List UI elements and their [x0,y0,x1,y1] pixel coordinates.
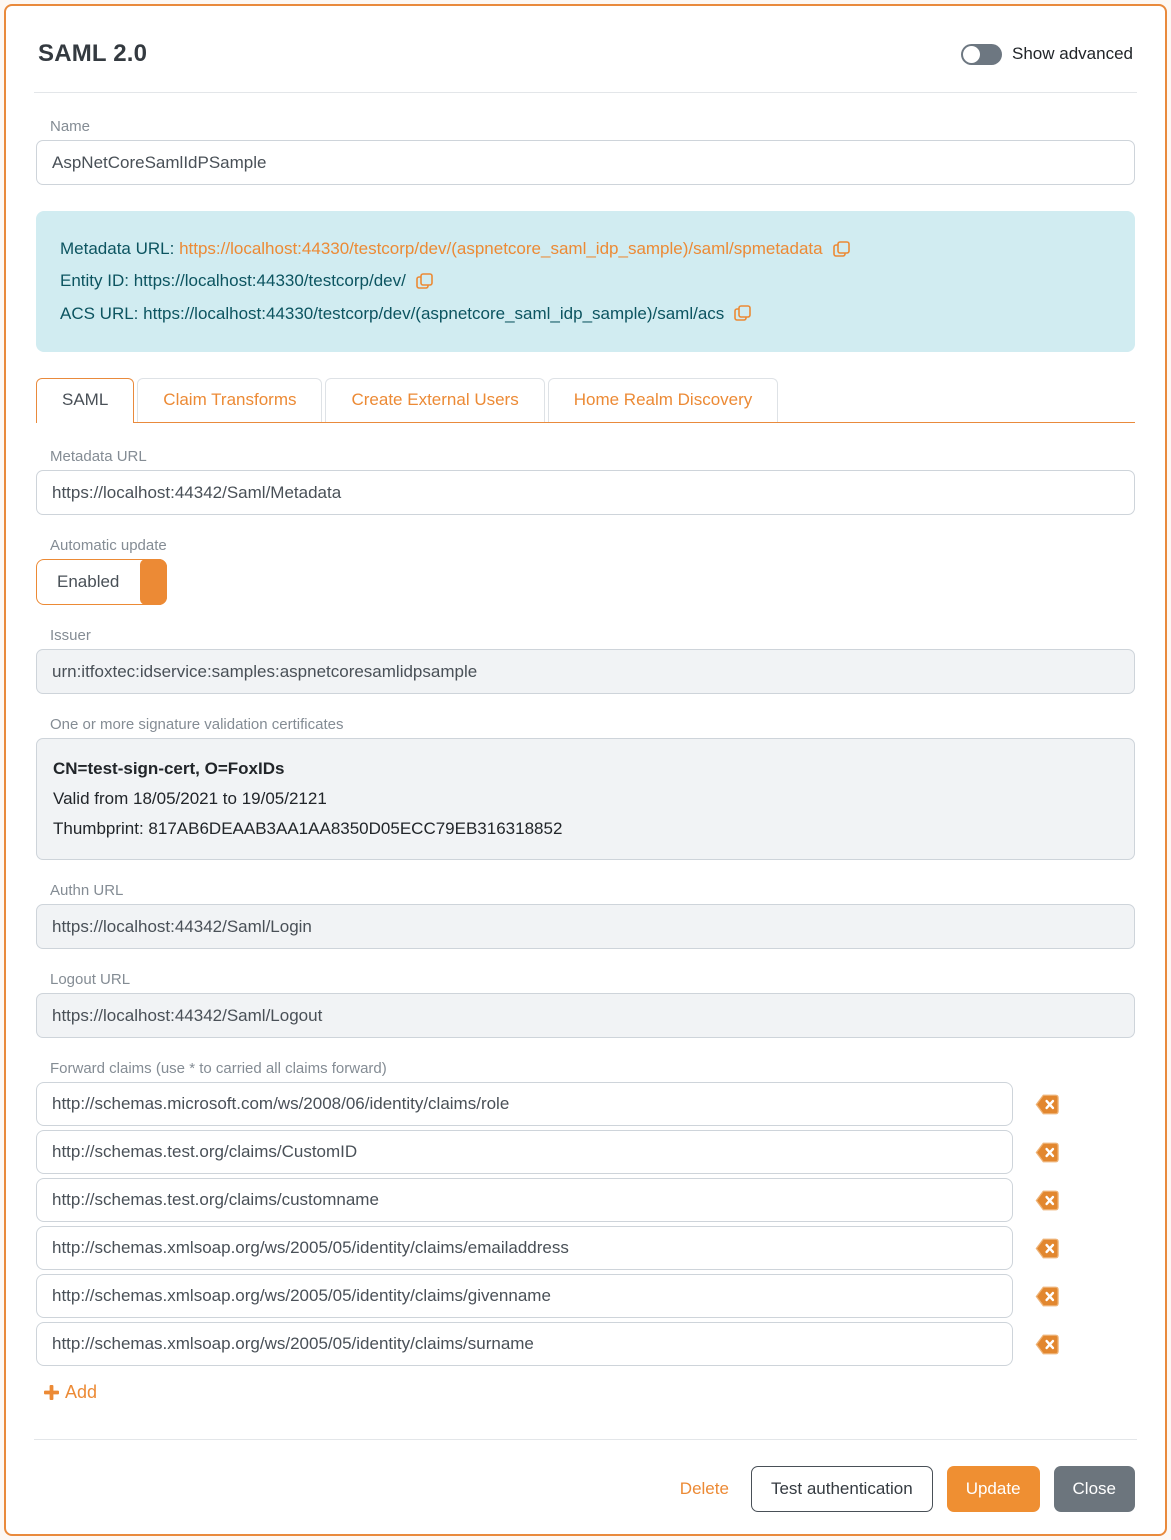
delete-claim-icon[interactable] [1035,1286,1059,1307]
metadata-url-row [60,236,1111,262]
tab-bar [36,378,1135,423]
delete-claim-icon[interactable] [1035,1238,1059,1259]
logout-url-group [36,971,1135,1038]
automatic-update-toggle[interactable] [36,559,167,605]
forward-claims-label: Forward claims (use * to carried all claims forward) [50,1060,387,1078]
metadata-url-group [36,448,1135,515]
entity-id-label: Entity ID: [60,271,134,291]
claim-input[interactable] [36,1178,1013,1222]
test-authentication-button[interactable]: Test authentication [751,1466,933,1512]
certificates-group [36,716,1135,860]
footer-actions [36,1466,1135,1512]
issuer-input[interactable] [36,649,1135,694]
show-advanced-control [961,44,1133,65]
show-advanced-toggle[interactable] [961,44,1002,65]
acs-url-label: ACS URL: [60,303,144,323]
certificate-subject: CN=test-sign-cert, O=FoxIDs [53,759,285,779]
automatic-update-group [36,537,1135,605]
automatic-update-label: Automatic update [50,537,167,555]
acs-url-row [60,301,1111,327]
claim-row [36,1082,1135,1126]
logout-url-label: Logout URL [50,971,131,989]
certificate-card [36,738,1135,860]
tab-home-realm-discovery[interactable]: Home Realm Discovery [548,378,779,422]
claim-input[interactable] [36,1322,1013,1366]
claim-input[interactable] [36,1082,1013,1126]
delete-claim-icon[interactable] [1035,1190,1059,1211]
add-claim-link[interactable] [44,1382,97,1403]
issuer-group [36,627,1135,694]
name-group [36,118,1135,185]
certificate-thumbprint: Thumbprint: 817AB6DEAAB3AA1AA8350D05ECC79EB316318852 [53,819,563,839]
acs-url-value: https://localhost:44330/testcorp/dev/(aspnetcore_saml_idp_sample)/saml/acs [143,303,725,323]
delete-claim-icon[interactable] [1035,1142,1059,1163]
show-advanced-label: Show advanced [1012,44,1133,63]
panel-header [36,40,1135,68]
entity-id-row [60,268,1111,294]
metadata-url-label: Metadata URL: [60,239,180,258]
plus-icon [44,1385,59,1400]
certificate-validity: Valid from 18/05/2021 to 19/05/2121 [53,789,327,809]
copy-icon[interactable] [831,239,852,260]
logout-url-input[interactable] [36,993,1135,1038]
claim-row [36,1322,1135,1366]
saml-settings-panel [4,4,1167,1536]
delete-claim-icon[interactable] [1035,1094,1059,1115]
automatic-update-state: Enabled [57,572,120,592]
header-divider [34,92,1137,93]
authn-url-group [36,882,1135,949]
authn-url-input[interactable] [36,904,1135,949]
metadata-url-link[interactable]: https://localhost:44330/testcorp/dev/(aspnetcore_saml_idp_sample)/saml/spmetadata [179,239,823,258]
claim-row [36,1274,1135,1318]
claim-row [36,1178,1135,1222]
claim-input[interactable] [36,1226,1013,1270]
copy-icon[interactable] [414,271,435,292]
claim-row [36,1130,1135,1174]
update-button[interactable]: Update [947,1466,1040,1512]
footer-divider [34,1439,1137,1440]
certificates-label: One or more signature validation certificates [50,716,344,734]
tab-claim-transforms[interactable]: Claim Transforms [137,378,322,422]
claim-input[interactable] [36,1274,1013,1318]
name-input[interactable] [36,140,1135,185]
entity-id-value: https://localhost:44330/testcorp/dev/ [133,271,406,291]
delete-claim-icon[interactable] [1035,1334,1059,1355]
add-claim-label: Add [65,1382,98,1403]
endpoints-info-box [36,211,1135,352]
metadata-url-input[interactable] [36,470,1135,515]
forward-claims-group [36,1060,1135,1405]
issuer-label: Issuer [50,627,91,645]
metadata-url-field-label: Metadata URL [50,448,147,466]
authn-url-label: Authn URL [50,882,124,900]
name-label: Name [50,118,91,135]
tab-saml[interactable]: SAML [36,378,134,423]
claim-input[interactable] [36,1130,1013,1174]
claim-row [36,1226,1135,1270]
toggle-knob [963,46,980,63]
delete-button[interactable]: Delete [672,1466,737,1512]
toggle-knob [140,559,167,605]
tab-create-external-users[interactable]: Create External Users [325,378,544,422]
page-title: SAML 2.0 [38,40,148,67]
copy-icon[interactable] [732,303,753,324]
close-button[interactable]: Close [1054,1466,1135,1512]
